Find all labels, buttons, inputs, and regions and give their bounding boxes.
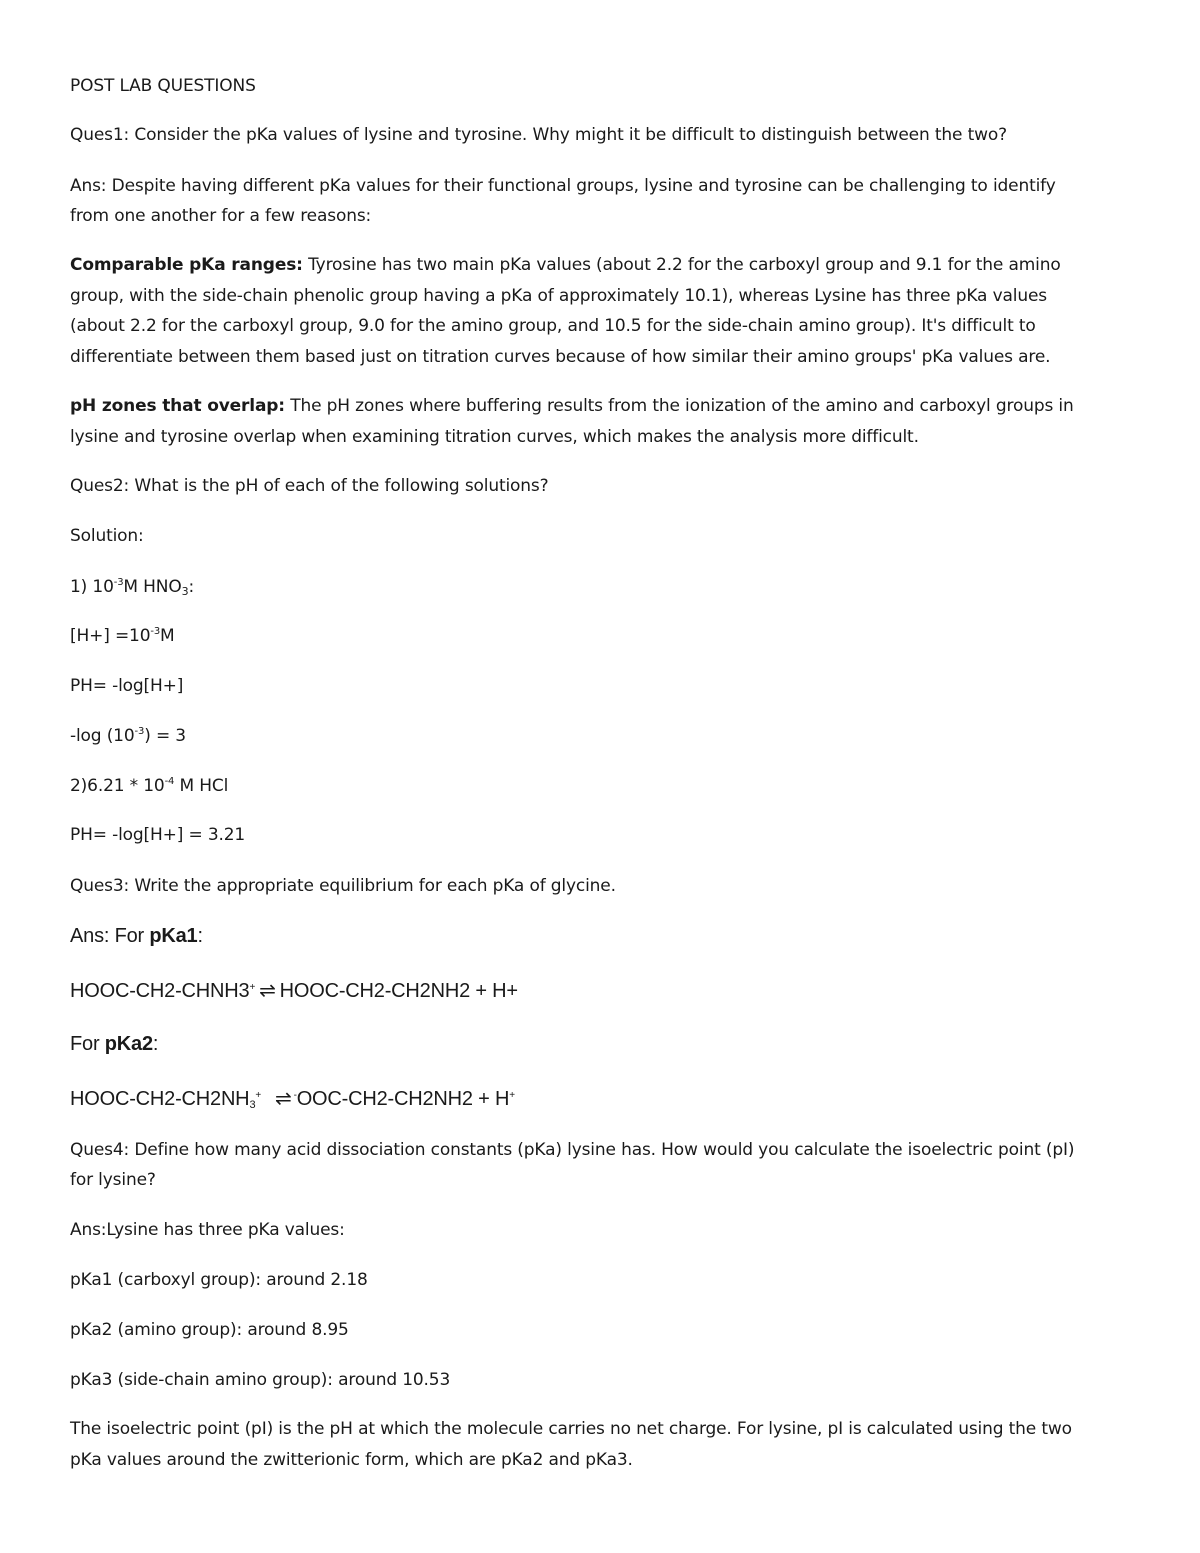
equilibrium-arrow-icon: ⇌	[259, 980, 276, 1002]
q2-step-2-result: PH= -log[H+] = 3.21	[70, 825, 246, 845]
eq1-right: HOOC-CH2-CH2NH2 + H+	[279, 980, 518, 1002]
pka1-label: pKa1	[149, 925, 198, 947]
q2-h-concentration	[70, 626, 1135, 646]
q4-pka2: pKa2 (amino group): around 8.95	[70, 1320, 349, 1340]
q4-question-line-1: Ques4: Define how many acid dissociation constants (pKa) lysine has. How would you calculate the isoelectric point (pI)	[70, 1140, 1075, 1160]
q1-paragraph-2-line-2: lysine and tyrosine overlap when examining titration curves, which makes the analysis more difficult.	[70, 427, 919, 447]
s2-pre: 2)6.21 * 10	[70, 776, 165, 796]
eq2-right-end-sup: +	[509, 1090, 515, 1101]
q3-for-pka2	[70, 1032, 1135, 1056]
s2-post: M HCl	[174, 776, 229, 796]
eq1-left-sup: +	[249, 982, 256, 993]
eq2-left-sup: +	[255, 1090, 261, 1101]
q4-answer: Ans:Lysine has three pKa values:	[70, 1220, 345, 1240]
s1-pre: 1) 10	[70, 577, 114, 597]
q1-question: Ques1: Consider the pKa values of lysine and tyrosine. Why might it be difficult to distinguish between the two?	[70, 125, 1007, 145]
h-pre: [H+] =10	[70, 626, 151, 646]
q2-solution-label: Solution:	[70, 526, 144, 546]
equilibrium-arrow-icon: ⇌	[275, 1088, 292, 1110]
log-exp: -3	[134, 726, 145, 737]
q4-question-line-2: for lysine?	[70, 1170, 156, 1190]
eq2-left-sub: 3	[249, 1099, 256, 1111]
q4-pi-line-1: The isoelectric point (pI) is the pH at which the molecule carries no net charge. For lysine, pI is calculated using the two	[70, 1419, 1072, 1439]
ph-zones-heading: pH zones that overlap:	[70, 396, 285, 416]
for2-pre: For	[70, 1033, 105, 1055]
h-post: M	[160, 626, 175, 646]
s1-exp: -3	[113, 577, 124, 588]
q1-paragraph-1-line-4: differentiate between them based just on titration curves because of how similar their amino groups' pKa values are.	[70, 347, 1051, 367]
comparable-pka-heading: Comparable pKa ranges:	[70, 255, 303, 275]
for2-post: :	[152, 1033, 159, 1055]
s2-exp: -4	[164, 776, 175, 787]
q1-paragraph-2-line-1	[70, 396, 1135, 416]
pka2-label: pKa2	[104, 1033, 153, 1055]
eq2-left: HOOC-CH2-CH2NH	[70, 1088, 250, 1110]
q2-ph-formula: PH= -log[H+]	[70, 676, 184, 696]
page-title: POST LAB QUESTIONS	[70, 76, 256, 96]
eq2-right: OOC-CH2-CH2NH2 + H	[296, 1088, 510, 1110]
q3-question: Ques3: Write the appropriate equilibrium for each pKa of glycine.	[70, 876, 616, 896]
s1-sub: 3	[181, 585, 189, 598]
eq1-left: HOOC-CH2-CHNH3	[70, 980, 250, 1002]
q3-ans-pre: Ans: For	[70, 925, 150, 947]
eq2-right-sup: -	[293, 1090, 297, 1101]
q1-answer-line-2: from one another for a few reasons:	[70, 206, 372, 226]
q4-pi-line-2: pKa values around the zwitterionic form, which are pKa2 and pKa3.	[70, 1450, 633, 1470]
s1-mid: M HNO	[123, 577, 182, 597]
s1-post: :	[188, 577, 195, 597]
q2-step-1	[70, 577, 1135, 597]
equilibrium-2	[70, 1087, 1135, 1111]
q1-p2-text: The pH zones where buffering results from the ionization of the amino and carboxyl groups in	[284, 396, 1074, 416]
q1-p1-text: Tyrosine has two main pKa values (about 2.2 for the carboxyl group and 9.1 for the amino	[302, 255, 1061, 275]
equilibrium-1	[70, 979, 1135, 1003]
q4-pka3: pKa3 (side-chain amino group): around 10.53	[70, 1370, 451, 1390]
q2-log-calc	[70, 726, 1135, 746]
q1-paragraph-1-line-3: (about 2.2 for the carboxyl group, 9.0 for the amino group, and 10.5 for the side-chain amino group). It's difficult to	[70, 316, 1036, 336]
q1-paragraph-1-line-2: group, with the side-chain phenolic group having a pKa of approximately 10.1), whereas Lysine has three pKa values	[70, 286, 1047, 306]
q3-answer-pka1	[70, 924, 1135, 948]
q1-answer-line-1: Ans: Despite having different pKa values for their functional groups, lysine and tyrosine can be challenging to identify	[70, 176, 1056, 196]
log-pre: -log (10	[70, 726, 135, 746]
q3-ans-post: :	[197, 925, 203, 947]
h-exp: -3	[150, 626, 161, 637]
q2-question: Ques2: What is the pH of each of the following solutions?	[70, 476, 549, 496]
q2-step-2	[70, 776, 1135, 796]
q4-pka1: pKa1 (carboxyl group): around 2.18	[70, 1270, 368, 1290]
log-post: ) = 3	[144, 726, 186, 746]
q1-paragraph-1-line-1	[70, 255, 1135, 275]
